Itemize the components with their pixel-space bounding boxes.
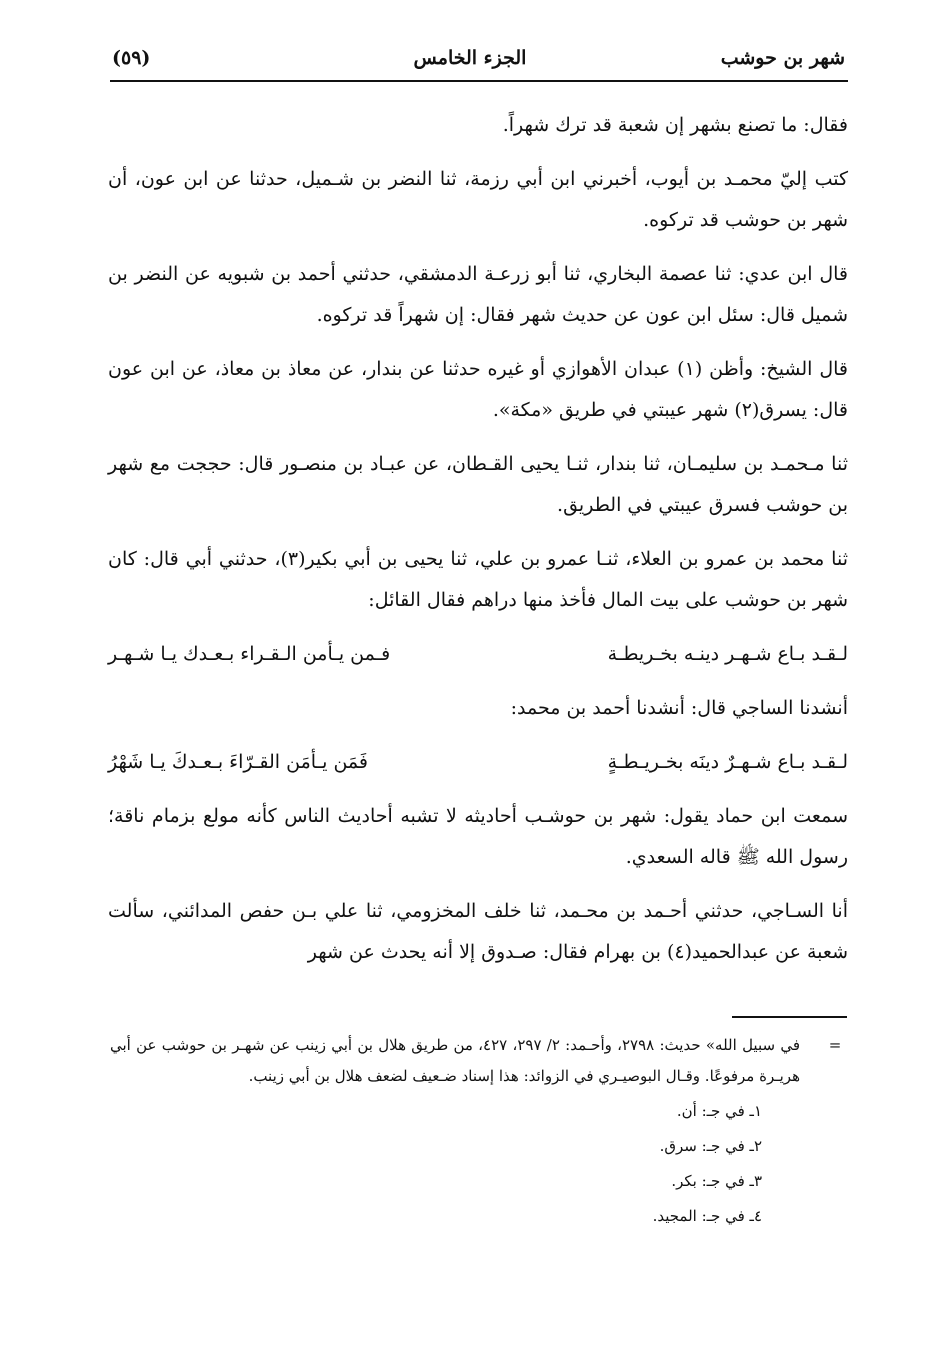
paragraph: قال الشيخ: وأظن (١) عبدان الأهوازي أو غيره حدثنا عن بندار، عن معاذ بن معاذ، عن ابن عون قال: يسرق(٢) شهر عيبتي في طريق «مكة».	[108, 358, 849, 421]
footnote-rule	[732, 1016, 847, 1018]
header-rule	[110, 80, 848, 82]
footnote-item: ٢ـ في جـ: سرق.	[659, 1137, 762, 1155]
footnote-continuation	[110, 1030, 850, 1092]
footnote-item: ٣ـ في جـ: بكر.	[671, 1172, 762, 1190]
page-number: (٥٩)	[112, 47, 151, 69]
verse-second-hemistich: فـمن يـأمن الـقـراء بـعـدك يـا شـهـر	[108, 643, 391, 665]
verse-first-hemistich: لـقـد بـاع شـهـرٌ دينَه بخـريـطـةٍ	[607, 751, 848, 773]
verse-second-hemistich: فَمَن يـأمَن القـرّاءَ بـعـدكَ يـا شَهْرُ	[108, 751, 368, 773]
paragraph: أنا السـاجي، حدثني أحـمد بن محـمد، ثنا خلف المخزومي، ثنا علي بـن حفص المدائني، سألت شعبة عن عبدالحميد(٤) بن بهرام فقال: صـدوق إلا أنه يحدث عن شهر	[108, 900, 848, 963]
footnotes	[110, 1030, 850, 1232]
running-title: شهر بن حوشب	[720, 47, 845, 69]
footnote-continuation-text: في سبيل الله» حديث: ٢٧٩٨، وأحـمد: ٢/ ٢٩٧، ٤٢٧، من طريق هلال بن أبي زينب عن شهـر بن حوشب عن أبي هريـرة مرفوعًا. وقـال البوصيـري في الزوائد: هذا إسناد ضـعيف لضعف هلال بن أبي زينب.	[110, 1036, 801, 1085]
poem-verse-2	[108, 742, 848, 783]
volume-title: الجزء الخامس	[413, 47, 527, 69]
paragraph: سمعت ابن حماد يقول: شهر بن حوشـب أحاديثه لا تشبه أحاديث الناس كأنه مولع بزمام ناقة؛ رسول الله ﷺ قاله السعدي.	[108, 805, 848, 868]
paragraph: قال ابن عدي: ثنا عصمة البخاري، ثنا أبو زرعـة الدمشقي، حدثني أحمد بن شبويه عن النضر بن شميل قال: سئل ابن عون عن حديث شهر فقال: إن شهراً قد تركوه.	[108, 263, 848, 326]
paragraph: كتب إليّ محمـد بن أيوب، أخبرني ابن أبي رزمة، ثنا النضر بن شـميل، حدثنا عن ابن عون، أن شهر بن حوشب قد تركوه.	[108, 168, 848, 231]
paragraph: ثنا مـحمـد بن سليمـان، ثنا بندار، ثنـا يحيى القـطان، عن عبـاد بن منصـور قال: حججت مع شهر بن حوشب فسرق عيبتي في الطريق.	[108, 453, 848, 516]
footnote-item: ٤ـ في جـ: المجيد.	[652, 1207, 762, 1225]
footnote-item: ١ـ في جـ: أن.	[676, 1102, 762, 1120]
poem-verse-1	[108, 634, 848, 675]
main-text	[108, 105, 848, 986]
verse-first-hemistich: لـقـد بـاع شـهـر دينـه بخـريطـة	[607, 643, 848, 665]
paragraph: ثنا محمد بن عمرو بن العلاء، ثنـا عمرو بن علي، ثنا يحيى بن أبي بكير(٣)، حدثني أبي قال: كان شهر بن حوشب على بيت المال فأخذ منها دراهم فقال القائل:	[108, 548, 848, 611]
paragraph: فقال: ما تصنع بشهر إن شعبة قد ترك شهراً.	[502, 114, 848, 136]
paragraph: أنشدنا الساجي قال: أنشدنا أحمد بن محمد:	[510, 697, 848, 719]
continuation-marker: =	[828, 1036, 842, 1054]
